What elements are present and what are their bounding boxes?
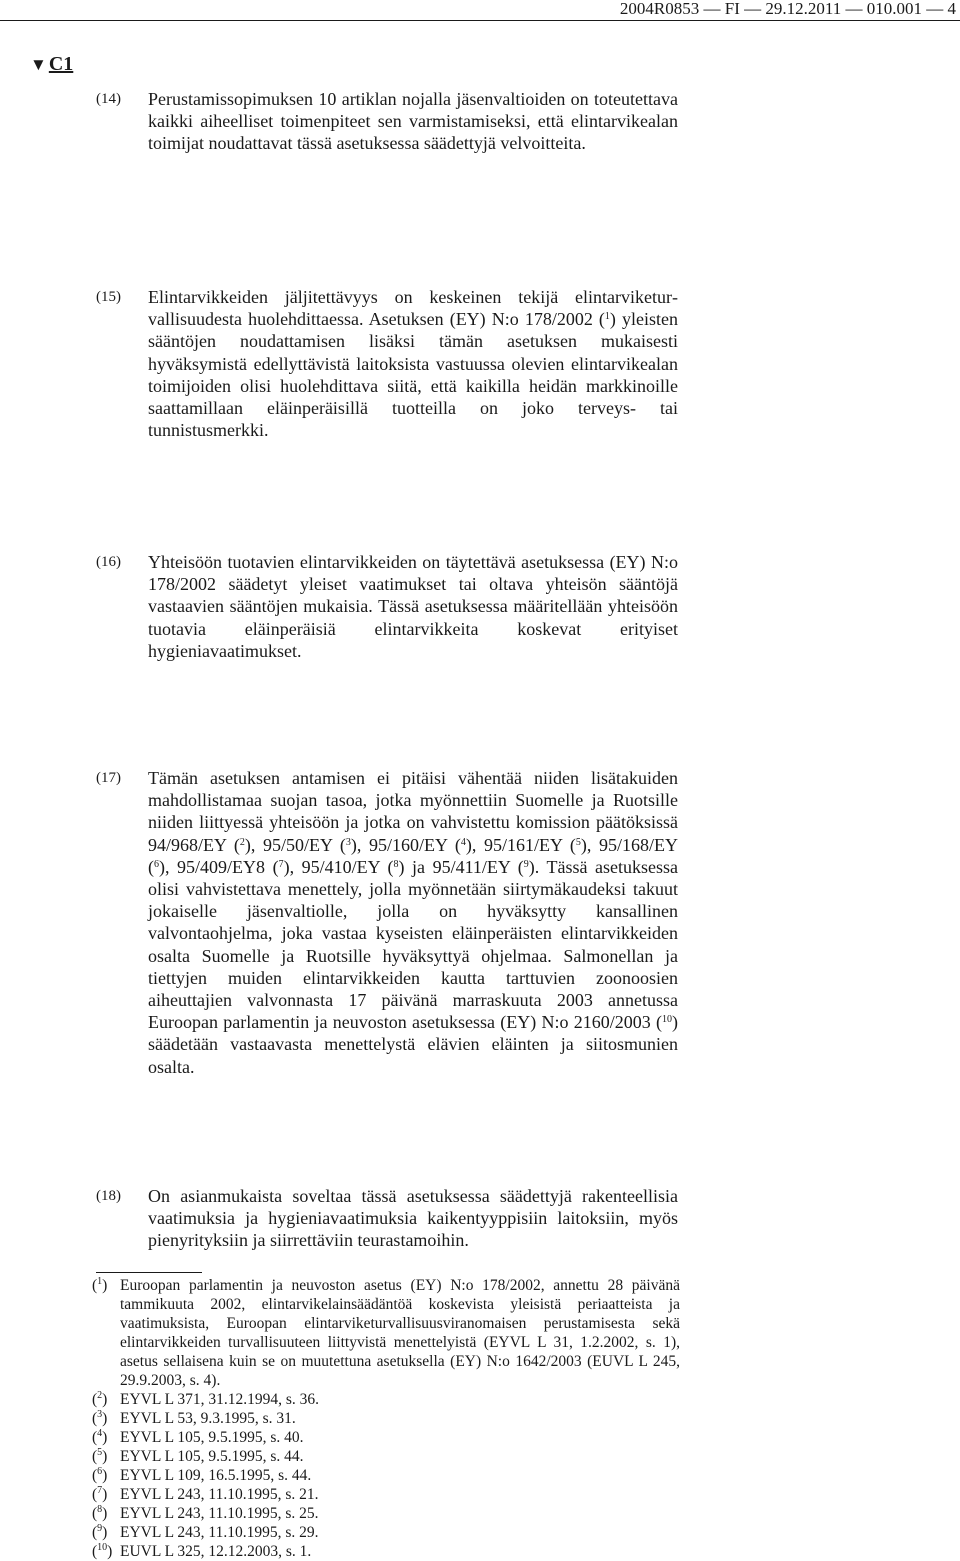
- footnote-number: ($^{10}$): [92, 1542, 113, 1560]
- footnote-text: EYVL L 105, 9.5.1995, s. 40.: [120, 1429, 304, 1446]
- footnote-number: ($^4$): [92, 1428, 108, 1446]
- footnote-ref: 2: [239, 836, 245, 848]
- footnote-text: EYVL L 243, 11.10.1995, s. 29.: [120, 1524, 319, 1541]
- recital-15: [96, 286, 680, 441]
- footnote-ref: 6: [154, 858, 159, 870]
- recital-16: [96, 551, 680, 662]
- recital-text: Tämän asetuksen antamisen ei pitäisi vähentää niiden lisätakuiden mahdollistamaa suojan tasoa, jotka myönnettiin Suomelle ja Ruotsille niiden liittyessä yhteisöön ja jotka on vahvistettu komission päätöksissä 94/968/EY ($^2$), 95/50/EY ($^3$), 95/160/EY ($^4$), 95/161/EY ($^5$), 95/168/EY ($^6$), 95/409/EY8 ($^7$), 95/410/EY ($^8$) ja 95/411/EY ($^9$). Tässä asetuksessa olisi vahvistettava menettely, jolla myönnetään siirtymäkaudeksi takuut jokaiselle jäsenvaltiolle, jolla on hyväksytty kansallinen valvontaohjelma, joka vastaa kyseisten eläinperäisten elintarvikkeiden osalta Suomelle ja Ruotsille hyväksyttyä ohjelmaa. Salmonellan ja tiettyjen muiden elintarvikkeiden kautta tarttuvien zoonoosien aiheuttajien valvonnasta 17 päivänä marraskuuta 2003 annetussa Euroopan parlamentin ja neuvoston asetuksessa (EY) N:o 2160/2003 ($^{10}$) säädetään vastaavasta menettelystä elävien eläinten ja siitosmunien osalta.: [148, 768, 679, 1077]
- footnote: [92, 1447, 680, 1466]
- footnote-number: ($^7$): [92, 1485, 108, 1503]
- footnote: [92, 1523, 680, 1542]
- amendment-label: C1: [48, 53, 74, 75]
- footnote-ref: 9: [523, 858, 529, 870]
- footnote-ref: 8: [393, 858, 399, 870]
- page-header: [0, 0, 960, 21]
- footnote-marker: 3: [97, 1409, 103, 1420]
- footnote-ref: 1: [604, 311, 610, 323]
- footnote-marker: 6: [97, 1466, 103, 1477]
- footnote-marker: 9: [97, 1523, 103, 1534]
- footnote-ref: 4: [460, 836, 466, 848]
- footnote-text: EYVL L 53, 9.3.1995, s. 31.: [120, 1410, 296, 1427]
- footnote: [92, 1390, 680, 1409]
- recital-text: Yhteisöön tuotavien elintarvikkeiden on täytettävä asetuksessa (EY) N:o 178/2002 säädetyt yleiset vaatimukset tai oltava yhteisön sääntöjä vastaavien sääntöjen mukaisia. Tässä asetuksessa määritellään yhteisöön tuotavia eläinperäisiä elintarvikkeita koskevat erityiset hygieniavaatimukset.: [148, 552, 678, 661]
- recital-text: Elintarvikkeiden jäljitettävyys on keskeinen tekijä elintarviketurvallisuudesta huolehdittaessa. Asetuksen (EY) N:o 178/2002 ($^1$) yleisten sääntöjen noudattamisen lisäksi tämän asetuksen mukaisesti hyväksymistä edellyttävistä laitoksista vastuussa olevien elintarvikealan toimijoiden olisi huolehdittava siitä, että kaikilla heidän markkinoille saattamillaan eläinperäisillä tuotteilla on joko terveys- tai tunnistusmerkki.: [148, 287, 678, 441]
- footnote-number: ($^1$): [92, 1276, 108, 1294]
- footnote-text: EYVL L 371, 31.12.1994, s. 36.: [120, 1391, 320, 1408]
- recital-18: [96, 1185, 680, 1252]
- footnote-number: ($^8$): [92, 1504, 108, 1522]
- footnote-marker: 10: [97, 1542, 108, 1553]
- footnote-ref: 3: [345, 836, 351, 848]
- recital-text: On asianmukaista soveltaa tässä asetuksessa säädettyjä rakenteellisia vaatimuksia ja hygieniavaatimuksia kaikentyyppisiin laitoksiin, myös pienyrityksiin ja siirrettäviin teurastamoihin.: [148, 1186, 678, 1251]
- footnotes: [92, 1276, 680, 1561]
- footnote-marker: 1: [97, 1276, 103, 1287]
- recital-number: (14): [96, 91, 121, 107]
- footnote-text: EYVL L 105, 9.5.1995, s. 44.: [120, 1448, 304, 1465]
- recital-number: (16): [96, 554, 121, 570]
- recital-number: (17): [96, 770, 121, 786]
- amendment-marker: [30, 52, 73, 77]
- footnote-marker: 8: [97, 1504, 103, 1515]
- footnote-ref: 10: [662, 1014, 672, 1026]
- footnote: [92, 1466, 680, 1485]
- footnote-marker: 2: [97, 1390, 103, 1401]
- document-reference: 2004R0853 — FI — 29.12.2011 — 010.001 — 4: [619, 0, 956, 18]
- footnote: [92, 1428, 680, 1447]
- triangle-down-icon: ▼: [30, 55, 47, 74]
- footnote-number: ($^5$): [92, 1447, 108, 1465]
- footnote: [92, 1276, 680, 1390]
- footnote: [92, 1409, 680, 1428]
- footnote-text: EYVL L 243, 11.10.1995, s. 25.: [120, 1505, 319, 1522]
- footnote: [92, 1542, 680, 1561]
- footnote-marker: 5: [97, 1447, 103, 1458]
- recital-text: Perustamissopimuksen 10 artiklan nojalla jäsenvaltioiden on toteutettava kaikki aiheelliset toimenpiteet sen varmistamiseksi, että elintarvikealan toimijat noudattavat tässä asetuksessa säädettyjä velvoitteita.: [148, 89, 678, 154]
- footnote-text: Euroopan parlamentin ja neuvoston asetus (EY) N:o 178/2002, annettu 28 päivänä tammikuuta 2002, elintarvikelainsäädäntöä koskevista yleisistä periaatteista ja vaatimuksista, Euroopan elintarviketurvallisuusviranomaisen perustamisesta sekä elintarvikkeiden turvallisuuteen liittyvistä menettelyistä (EYVL L 31, 1.2.2002, s. 1), asetus sellaisena kuin se on muutettuna asetuksella (EY) N:o 1642/2003 (EUVL L 245, 29.9.2003, s. 4).: [120, 1277, 680, 1389]
- footnote-number: ($^9$): [92, 1523, 108, 1541]
- footnote: [92, 1504, 680, 1523]
- footnote: [92, 1485, 680, 1504]
- footnote-text: EYVL L 109, 16.5.1995, s. 44.: [120, 1467, 312, 1484]
- recital-14: [96, 88, 680, 155]
- footnote-text: EYVL L 243, 11.10.1995, s. 21.: [120, 1486, 319, 1503]
- recital-17: [96, 767, 680, 1078]
- footnote-text: EUVL L 325, 12.12.2003, s. 1.: [120, 1543, 312, 1560]
- footnote-number: ($^2$): [92, 1390, 108, 1408]
- footnote-ref: 7: [278, 858, 284, 870]
- footnote-divider: [96, 1272, 202, 1273]
- footnote-marker: 4: [97, 1428, 103, 1439]
- footnote-number: ($^3$): [92, 1409, 108, 1427]
- footnote-number: ($^6$): [92, 1466, 108, 1484]
- recital-number: (15): [96, 289, 121, 305]
- footnote-ref: 5: [575, 836, 581, 848]
- footnote-marker: 7: [97, 1485, 103, 1496]
- recital-number: (18): [96, 1188, 121, 1204]
